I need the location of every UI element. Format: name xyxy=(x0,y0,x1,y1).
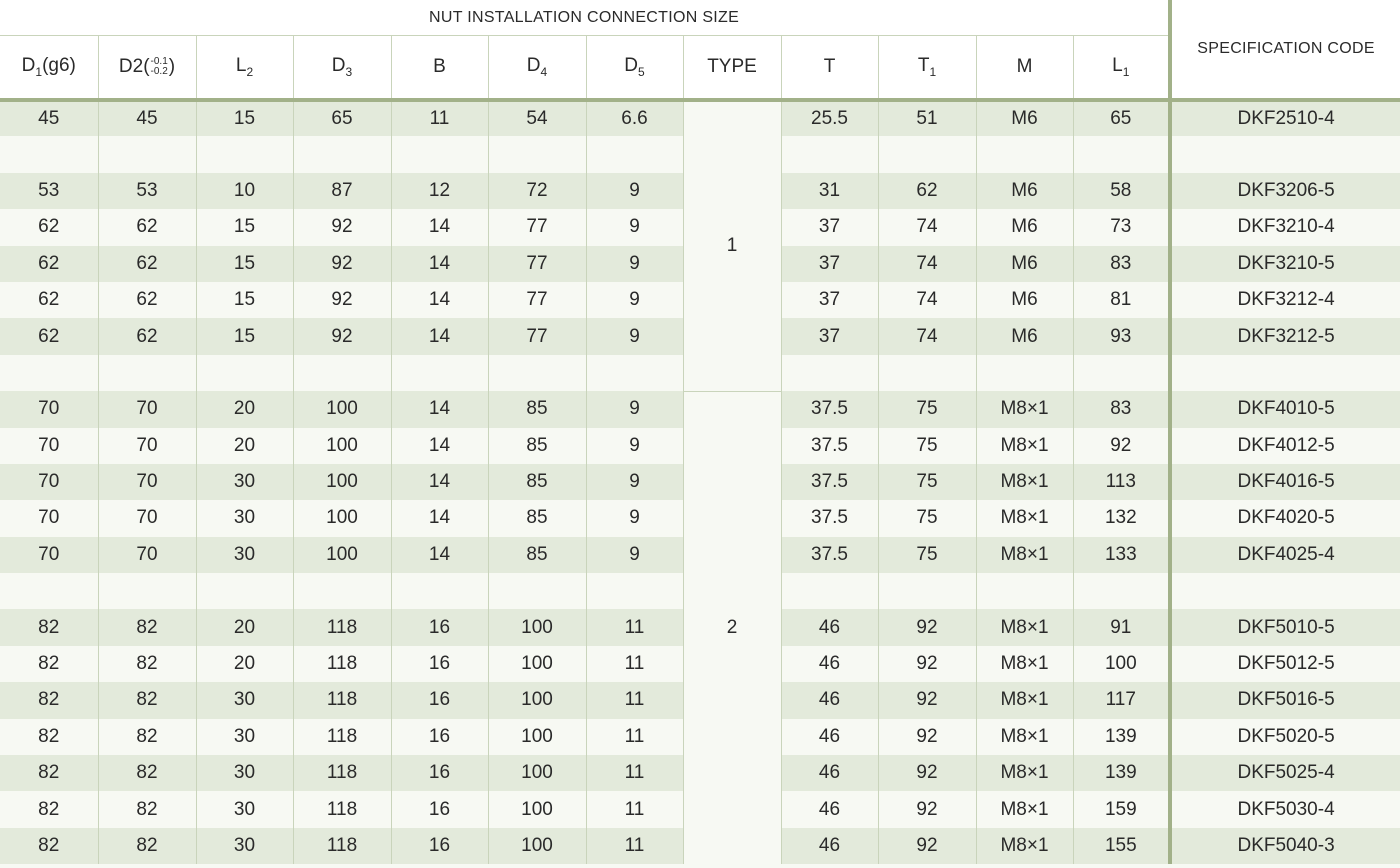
cell-d2: 82 xyxy=(98,609,196,645)
cell-d3: 100 xyxy=(293,500,391,536)
cell-d3: 92 xyxy=(293,282,391,318)
cell-d5: 9 xyxy=(586,318,683,354)
cell-m: M8×1 xyxy=(976,719,1073,755)
table-body xyxy=(0,100,1400,864)
cell-d2 xyxy=(98,136,196,172)
cell-d1: 62 xyxy=(0,318,98,354)
col-header-d4: $D_4$ xyxy=(488,36,586,101)
cell-d4: 100 xyxy=(488,682,586,718)
cell-m: M8×1 xyxy=(976,828,1073,864)
cell-l2: 15 xyxy=(196,282,293,318)
cell-b xyxy=(391,573,488,609)
cell-l1: 65 xyxy=(1073,100,1170,136)
cell-b: 14 xyxy=(391,391,488,427)
cell-d3: 118 xyxy=(293,682,391,718)
cell-l2: 10 xyxy=(196,173,293,209)
cell-t1: 75 xyxy=(878,391,976,427)
cell-d1: 70 xyxy=(0,464,98,500)
cell-m xyxy=(976,355,1073,391)
cell-b: 14 xyxy=(391,282,488,318)
cell-d1: 82 xyxy=(0,791,98,827)
cell-t1 xyxy=(878,355,976,391)
cell-l2: 30 xyxy=(196,755,293,791)
cell-d5: 9 xyxy=(586,391,683,427)
cell-m: M8×1 xyxy=(976,464,1073,500)
cell-t xyxy=(781,355,878,391)
cell-d3: 100 xyxy=(293,537,391,573)
cell-spec-code: DKF3206-5 xyxy=(1170,173,1400,209)
cell-d2: 62 xyxy=(98,209,196,245)
cell-d1: 70 xyxy=(0,391,98,427)
cell-l2: 15 xyxy=(196,100,293,136)
cell-spec-code: DKF4025-4 xyxy=(1170,537,1400,573)
cell-l1: 92 xyxy=(1073,428,1170,464)
cell-l2: 30 xyxy=(196,791,293,827)
cell-b: 14 xyxy=(391,428,488,464)
cell-t: 46 xyxy=(781,646,878,682)
cell-d2: 62 xyxy=(98,282,196,318)
cell-t: 46 xyxy=(781,682,878,718)
cell-d2 xyxy=(98,355,196,391)
cell-l2: 15 xyxy=(196,209,293,245)
cell-d2: 70 xyxy=(98,500,196,536)
cell-l2 xyxy=(196,355,293,391)
cell-d4: 77 xyxy=(488,246,586,282)
cell-t1: 62 xyxy=(878,173,976,209)
cell-t1: 75 xyxy=(878,464,976,500)
cell-l1: 113 xyxy=(1073,464,1170,500)
cell-d4: 77 xyxy=(488,318,586,354)
cell-d3 xyxy=(293,573,391,609)
cell-spec-code xyxy=(1170,136,1400,172)
cell-l2: 30 xyxy=(196,828,293,864)
cell-d1: 70 xyxy=(0,500,98,536)
cell-d1: 45 xyxy=(0,100,98,136)
cell-l2: 30 xyxy=(196,719,293,755)
cell-l1: 139 xyxy=(1073,755,1170,791)
cell-t1: 74 xyxy=(878,209,976,245)
cell-d1: 82 xyxy=(0,646,98,682)
cell-spec-code: DKF5010-5 xyxy=(1170,609,1400,645)
cell-d1 xyxy=(0,355,98,391)
col-header-d1: $D_1(g6)$ xyxy=(0,36,98,101)
cell-d2: 62 xyxy=(98,246,196,282)
cell-l2: 15 xyxy=(196,318,293,354)
cell-d2: 53 xyxy=(98,173,196,209)
cell-l1: 132 xyxy=(1073,500,1170,536)
cell-l1: 81 xyxy=(1073,282,1170,318)
cell-d2: 82 xyxy=(98,719,196,755)
cell-t: 46 xyxy=(781,828,878,864)
col-header-t: T xyxy=(781,36,878,101)
cell-l2 xyxy=(196,573,293,609)
col-header-l2: $L_2$ xyxy=(196,36,293,101)
cell-m: M6 xyxy=(976,246,1073,282)
col-header-type: TYPE xyxy=(683,36,781,101)
cell-d4: 100 xyxy=(488,791,586,827)
cell-d4 xyxy=(488,573,586,609)
cell-d3: 118 xyxy=(293,719,391,755)
cell-spec-code: DKF4016-5 xyxy=(1170,464,1400,500)
cell-d5: 11 xyxy=(586,646,683,682)
cell-m: M8×1 xyxy=(976,391,1073,427)
cell-d4: 85 xyxy=(488,537,586,573)
cell-spec-code: DKF3210-5 xyxy=(1170,246,1400,282)
cell-t xyxy=(781,573,878,609)
cell-d5: 6.6 xyxy=(586,100,683,136)
cell-d4: 100 xyxy=(488,609,586,645)
cell-l2: 30 xyxy=(196,464,293,500)
cell-d5: 11 xyxy=(586,682,683,718)
cell-m: M8×1 xyxy=(976,682,1073,718)
cell-d2: 70 xyxy=(98,391,196,427)
cell-t: 37.5 xyxy=(781,537,878,573)
group-header: NUT INSTALLATION CONNECTION SIZE xyxy=(0,0,1170,36)
cell-d3: 65 xyxy=(293,100,391,136)
cell-t: 37 xyxy=(781,209,878,245)
cell-l1: 133 xyxy=(1073,537,1170,573)
cell-d3: 118 xyxy=(293,609,391,645)
cell-spec-code: DKF3212-4 xyxy=(1170,282,1400,318)
cell-type: 2 xyxy=(683,391,781,864)
cell-m: M8×1 xyxy=(976,609,1073,645)
cell-l2: 20 xyxy=(196,391,293,427)
cell-t1: 92 xyxy=(878,719,976,755)
cell-d3: 100 xyxy=(293,428,391,464)
col-header-d3: $D_3$ xyxy=(293,36,391,101)
cell-l1: 117 xyxy=(1073,682,1170,718)
cell-m: M8×1 xyxy=(976,428,1073,464)
cell-d5: 9 xyxy=(586,282,683,318)
cell-l1: 100 xyxy=(1073,646,1170,682)
cell-d3: 92 xyxy=(293,246,391,282)
cell-d5: 9 xyxy=(586,428,683,464)
cell-d3: 118 xyxy=(293,646,391,682)
cell-d4: 100 xyxy=(488,719,586,755)
cell-d5: 11 xyxy=(586,719,683,755)
cell-d2 xyxy=(98,573,196,609)
cell-d2: 70 xyxy=(98,428,196,464)
cell-d4: 54 xyxy=(488,100,586,136)
cell-b: 16 xyxy=(391,791,488,827)
cell-d5 xyxy=(586,573,683,609)
cell-l1 xyxy=(1073,573,1170,609)
cell-t: 37 xyxy=(781,282,878,318)
cell-spec-code: DKF5030-4 xyxy=(1170,791,1400,827)
cell-b: 14 xyxy=(391,500,488,536)
cell-t1: 74 xyxy=(878,246,976,282)
cell-d3: 118 xyxy=(293,791,391,827)
cell-t xyxy=(781,136,878,172)
cell-t1 xyxy=(878,573,976,609)
cell-t: 46 xyxy=(781,609,878,645)
cell-l1 xyxy=(1073,355,1170,391)
cell-spec-code: DKF5040-3 xyxy=(1170,828,1400,864)
cell-t1: 74 xyxy=(878,318,976,354)
cell-l1: 139 xyxy=(1073,719,1170,755)
cell-m: M8×1 xyxy=(976,537,1073,573)
cell-d1 xyxy=(0,573,98,609)
cell-t1: 92 xyxy=(878,791,976,827)
cell-l1: 58 xyxy=(1073,173,1170,209)
cell-spec-code: DKF2510-4 xyxy=(1170,100,1400,136)
cell-b: 16 xyxy=(391,719,488,755)
cell-t: 46 xyxy=(781,755,878,791)
cell-d3 xyxy=(293,136,391,172)
cell-spec-code: DKF5012-5 xyxy=(1170,646,1400,682)
cell-d3: 118 xyxy=(293,755,391,791)
cell-d2: 45 xyxy=(98,100,196,136)
cell-d2: 82 xyxy=(98,682,196,718)
cell-t: 37.5 xyxy=(781,500,878,536)
cell-spec-code xyxy=(1170,355,1400,391)
cell-l2 xyxy=(196,136,293,172)
cell-b: 14 xyxy=(391,209,488,245)
cell-t1: 92 xyxy=(878,828,976,864)
cell-t1: 75 xyxy=(878,500,976,536)
cell-d4: 77 xyxy=(488,282,586,318)
cell-d4: 100 xyxy=(488,755,586,791)
cell-d4: 85 xyxy=(488,464,586,500)
col-header-m: M xyxy=(976,36,1073,101)
cell-t: 46 xyxy=(781,791,878,827)
cell-d5 xyxy=(586,136,683,172)
cell-spec-code: DKF4010-5 xyxy=(1170,391,1400,427)
cell-t: 46 xyxy=(781,719,878,755)
cell-d5: 9 xyxy=(586,537,683,573)
cell-d4: 72 xyxy=(488,173,586,209)
cell-m: M6 xyxy=(976,100,1073,136)
cell-m: M8×1 xyxy=(976,755,1073,791)
cell-type: 1 xyxy=(683,100,781,391)
cell-d4: 85 xyxy=(488,391,586,427)
cell-b: 16 xyxy=(391,646,488,682)
cell-d4 xyxy=(488,355,586,391)
cell-b: 14 xyxy=(391,464,488,500)
cell-l2: 30 xyxy=(196,537,293,573)
cell-d2: 70 xyxy=(98,464,196,500)
cell-l2: 30 xyxy=(196,682,293,718)
cell-b: 11 xyxy=(391,100,488,136)
cell-m: M6 xyxy=(976,282,1073,318)
cell-d5: 11 xyxy=(586,755,683,791)
cell-m: M8×1 xyxy=(976,500,1073,536)
cell-l1: 155 xyxy=(1073,828,1170,864)
cell-spec-code: DKF4020-5 xyxy=(1170,500,1400,536)
cell-spec-code xyxy=(1170,573,1400,609)
cell-t: 31 xyxy=(781,173,878,209)
cell-l1: 73 xyxy=(1073,209,1170,245)
cell-d5: 9 xyxy=(586,209,683,245)
table-row xyxy=(0,391,1400,427)
cell-d1: 53 xyxy=(0,173,98,209)
cell-t1 xyxy=(878,136,976,172)
cell-d2: 82 xyxy=(98,791,196,827)
cell-d1: 82 xyxy=(0,609,98,645)
cell-d5: 9 xyxy=(586,173,683,209)
cell-l1: 159 xyxy=(1073,791,1170,827)
cell-b: 14 xyxy=(391,246,488,282)
cell-d4: 85 xyxy=(488,428,586,464)
cell-d5: 11 xyxy=(586,828,683,864)
cell-b: 16 xyxy=(391,609,488,645)
cell-l1: 83 xyxy=(1073,391,1170,427)
cell-d4: 100 xyxy=(488,646,586,682)
col-header-d5: $D_5$ xyxy=(586,36,683,101)
cell-b: 16 xyxy=(391,755,488,791)
cell-d2: 82 xyxy=(98,646,196,682)
cell-b: 12 xyxy=(391,173,488,209)
cell-m: M6 xyxy=(976,318,1073,354)
cell-b: 14 xyxy=(391,318,488,354)
cell-l2: 30 xyxy=(196,500,293,536)
cell-spec-code: DKF5020-5 xyxy=(1170,719,1400,755)
cell-t: 37 xyxy=(781,318,878,354)
cell-spec-code: DKF3212-5 xyxy=(1170,318,1400,354)
cell-d2: 62 xyxy=(98,318,196,354)
cell-l1 xyxy=(1073,136,1170,172)
cell-d4: 85 xyxy=(488,500,586,536)
cell-m: M6 xyxy=(976,173,1073,209)
cell-t1: 92 xyxy=(878,682,976,718)
cell-d2: 82 xyxy=(98,828,196,864)
cell-m: M8×1 xyxy=(976,791,1073,827)
cell-d5: 9 xyxy=(586,464,683,500)
cell-spec-code: DKF4012-5 xyxy=(1170,428,1400,464)
cell-d3: 100 xyxy=(293,391,391,427)
cell-t1: 75 xyxy=(878,428,976,464)
cell-d1: 62 xyxy=(0,282,98,318)
cell-b xyxy=(391,136,488,172)
cell-spec-code: DKF5016-5 xyxy=(1170,682,1400,718)
cell-l1: 93 xyxy=(1073,318,1170,354)
cell-l1: 91 xyxy=(1073,609,1170,645)
cell-t: 25.5 xyxy=(781,100,878,136)
cell-d4: 100 xyxy=(488,828,586,864)
cell-t1: 74 xyxy=(878,282,976,318)
cell-d1 xyxy=(0,136,98,172)
cell-d1: 70 xyxy=(0,537,98,573)
cell-d3: 118 xyxy=(293,828,391,864)
cell-l2: 20 xyxy=(196,428,293,464)
cell-m: M8×1 xyxy=(976,646,1073,682)
cell-l1: 83 xyxy=(1073,246,1170,282)
cell-t1: 92 xyxy=(878,755,976,791)
cell-t: 37.5 xyxy=(781,464,878,500)
cell-l2: 20 xyxy=(196,609,293,645)
table-row xyxy=(0,100,1400,136)
cell-d5: 11 xyxy=(586,791,683,827)
cell-d5: 9 xyxy=(586,246,683,282)
cell-t: 37.5 xyxy=(781,428,878,464)
spec-code-header: SPECIFICATION CODE xyxy=(1170,0,1400,100)
cell-d3: 92 xyxy=(293,209,391,245)
cell-b: 16 xyxy=(391,682,488,718)
cell-t1: 92 xyxy=(878,609,976,645)
cell-m xyxy=(976,136,1073,172)
cell-d2: 70 xyxy=(98,537,196,573)
cell-d4: 77 xyxy=(488,209,586,245)
cell-spec-code: DKF3210-4 xyxy=(1170,209,1400,245)
cell-t1: 75 xyxy=(878,537,976,573)
cell-d1: 82 xyxy=(0,719,98,755)
cell-t: 37 xyxy=(781,246,878,282)
cell-d1: 82 xyxy=(0,682,98,718)
cell-m xyxy=(976,573,1073,609)
cell-d3: 92 xyxy=(293,318,391,354)
cell-d5: 11 xyxy=(586,609,683,645)
cell-d5: 9 xyxy=(586,500,683,536)
cell-d1: 82 xyxy=(0,828,98,864)
cell-d3 xyxy=(293,355,391,391)
cell-b: 16 xyxy=(391,828,488,864)
col-header-d2: D2( -0.1 -0.2 ) xyxy=(98,36,196,101)
cell-t1: 51 xyxy=(878,100,976,136)
cell-b xyxy=(391,355,488,391)
cell-d3: 87 xyxy=(293,173,391,209)
col-header-t1: $T_1$ xyxy=(878,36,976,101)
cell-d1: 82 xyxy=(0,755,98,791)
col-header-b: B xyxy=(391,36,488,101)
cell-l2: 20 xyxy=(196,646,293,682)
cell-d1: 70 xyxy=(0,428,98,464)
cell-d3: 100 xyxy=(293,464,391,500)
cell-b: 14 xyxy=(391,537,488,573)
cell-t1: 92 xyxy=(878,646,976,682)
cell-t: 37.5 xyxy=(781,391,878,427)
cell-d4 xyxy=(488,136,586,172)
cell-m: M6 xyxy=(976,209,1073,245)
cell-d2: 82 xyxy=(98,755,196,791)
cell-l2: 15 xyxy=(196,246,293,282)
cell-d1: 62 xyxy=(0,209,98,245)
cell-spec-code: DKF5025-4 xyxy=(1170,755,1400,791)
col-header-l1: $L_1$ xyxy=(1073,36,1170,101)
cell-d5 xyxy=(586,355,683,391)
cell-d1: 62 xyxy=(0,246,98,282)
